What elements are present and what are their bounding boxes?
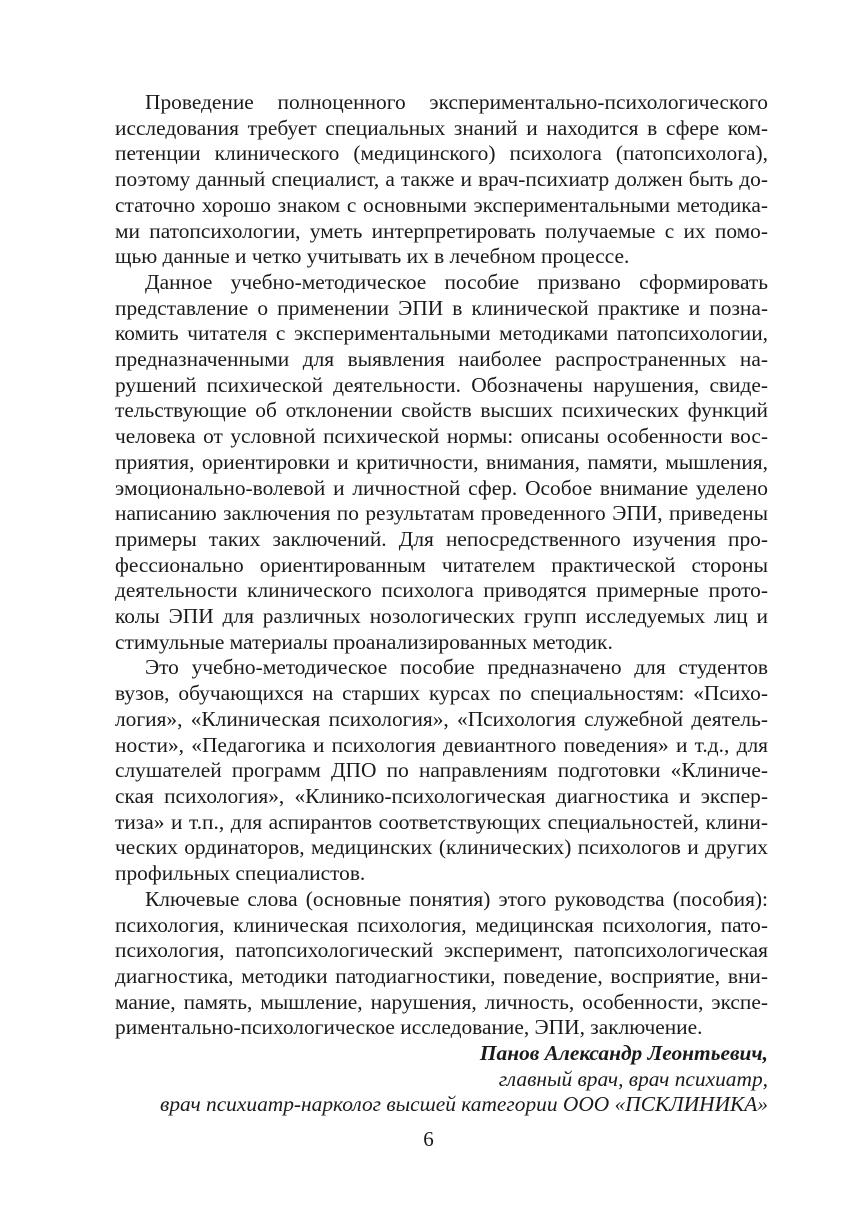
signature-name: Панов Александр Леонтьевич,: [479, 1041, 768, 1066]
paragraph-3: Это учебно-методическое пособие предназначено для студентов вузов, обучающихся на старших курсах по специальностям: «Психология», «Клиническая психология», «Психология служебной деятельности», «Педагогика и психология девиантного поведения» и т.д., для слушателей программ ДПО по направлениям подготовки «Клиническая психология», «Клинико-психологическая диагностика и экспертиза» и т.п., для аспирантов соответствующих специальностей, клинических ординаторов, медицинских (клинических) психологов и других профильных специалистов.: [115, 655, 768, 886]
signature-affiliation: врач психиатр-нарколог высшей категории ООО «ПСКЛИНИКА»: [160, 1092, 768, 1117]
paragraph-keywords: Ключевые слова (основные понятия) этого руководства (пособия): психология, клиническая психология, медицинская психология, патопсихология, патопсихологический эксперимент, патопсихологическая диагностика, методики патодиагностики, поведение, восприятие, внимание, память, мышление, нарушения, личность, особенности, экспериментально-психологическое исследование, ЭПИ, заключение.: [115, 886, 768, 1040]
signature-position: главный врач, врач психиатр,: [498, 1066, 768, 1091]
paragraph-2: Данное учебно-методическое пособие призвано сформировать представление о применении ЭПИ в клинической практике и познакомить читателя с экспериментальными методиками патопсихологии, предназначенными для выявления наиболее распространенных нарушений психической деятельности. Обозначены нарушения, свидетельствующие об отклонении свойств высших психических функций человека от условной психической нормы: описаны особенности восприятия, ориентировки и критичности, внимания, памяти, мышления, эмоционально-волевой и личностной сфер. Особое внимание уделено написанию заключения по результатам проведенного ЭПИ, приведены примеры таких заключений. Для непосредственного изучения профессионально ориентированным читателем практической стороны деятельности клинического психолога приводятся примерные протоколы ЭПИ для различных нозологических групп исследуемых лиц и стимульные материалы проанализированных методик.: [115, 269, 768, 654]
document-body: [115, 90, 768, 1118]
page-number: 6: [423, 1127, 434, 1151]
paragraph-1: Проведение полноценного экспериментально-психологического исследования требует специальных знаний и находится в сфере компетенции клинического (медицинского) психолога (патопсихолога), поэтому данный специалист, а также и врач-психиатр должен быть достаточно хорошо знаком с основными экспериментальными методиками патопсихологии, уметь интерпретировать получаемые с их помощью данные и четко учитывать их в лечебном процессе.: [115, 90, 768, 269]
